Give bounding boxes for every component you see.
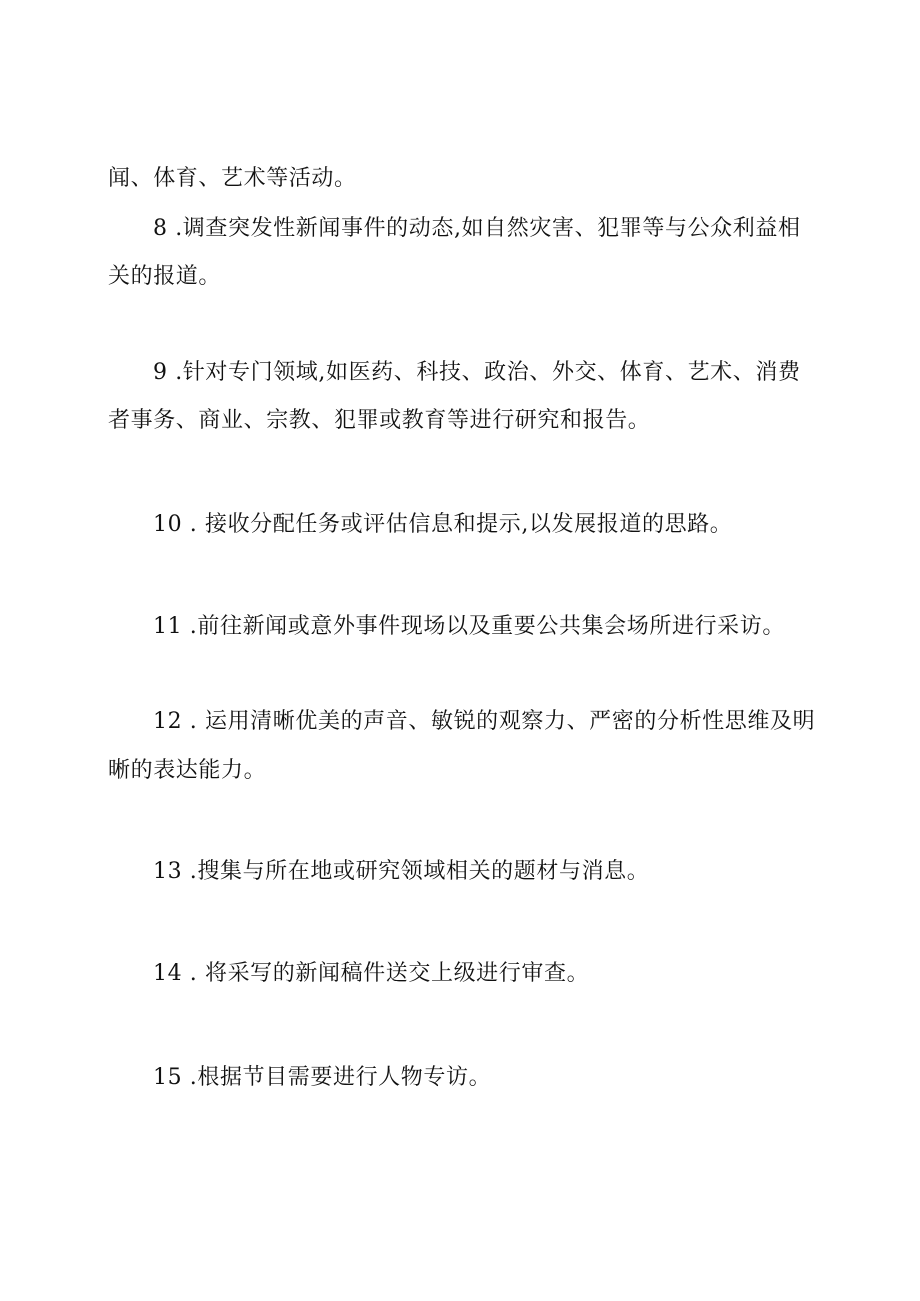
item-9-line-1: 9 .针对专门领域,如医药、科技、政治、外交、体育、艺术、消费 [153,360,801,385]
item-10-line-1: 10 . 接收分配任务或评估信息和提示,以发展报道的思路。 [153,512,733,537]
item-14-line-1: 14 . 将采写的新闻稿件送交上级进行审查。 [153,961,590,986]
item-11-line-1: 11 .前往新闻或意外事件现场以及重要公共集会场所进行采访。 [153,614,785,639]
item-8-line-1: 8 .调查突发性新闻事件的动态,如自然灾害、犯罪等与公众利益相 [153,216,801,241]
continuation-text: 闻、体育、艺术等活动。 [108,166,357,191]
item-12-line-2: 晰的表达能力。 [108,758,267,783]
item-15-line-1: 15 .根据节目需要进行人物专访。 [153,1065,492,1090]
item-12-line-1: 12 . 运用清晰优美的声音、敏锐的观察力、严密的分析性思维及明 [153,709,816,734]
item-13-line-1: 13 .搜集与所在地或研究领域相关的题材与消息。 [153,859,650,884]
item-8-line-2: 关的报道。 [108,264,222,289]
item-9-line-2: 者事务、商业、宗教、犯罪或教育等进行研究和报告。 [108,408,651,433]
